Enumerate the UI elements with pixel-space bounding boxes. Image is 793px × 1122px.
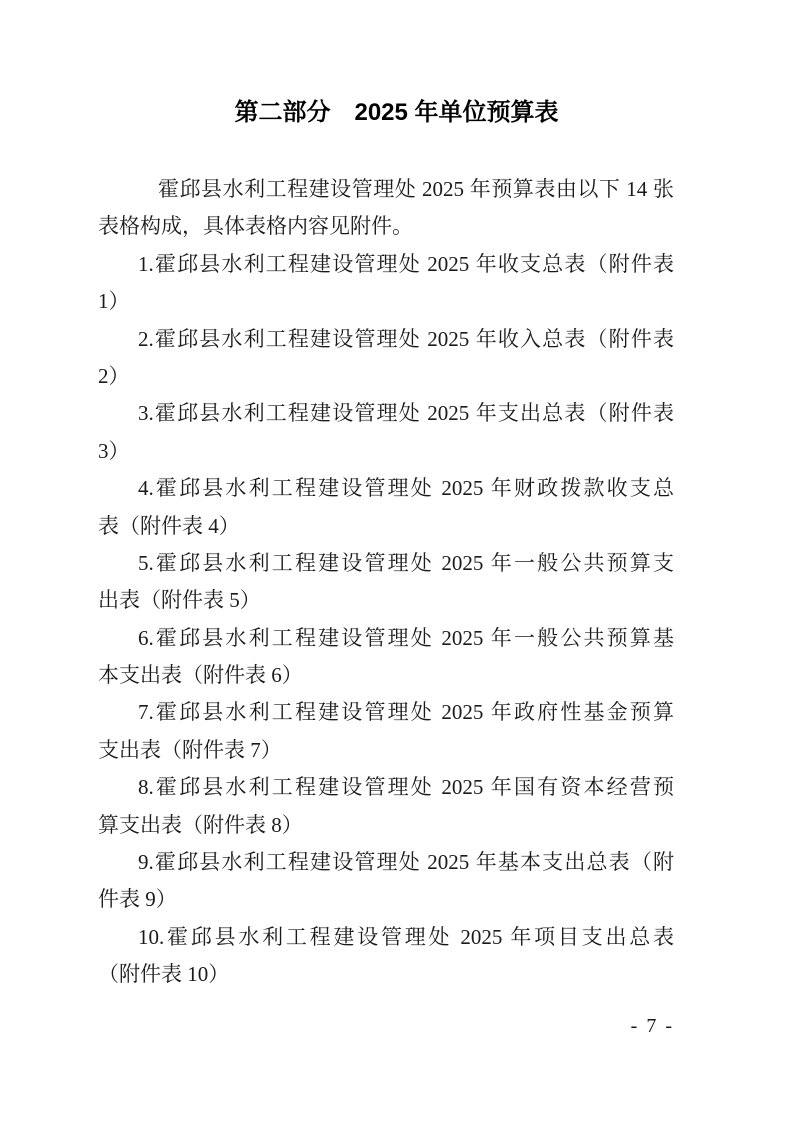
text-line: 3）	[98, 438, 130, 463]
text-line: 2.霍邱县水利工程建设管理处 2025 年收入总表（附件表	[138, 326, 674, 351]
text-line: 表（附件表 4）	[98, 513, 240, 538]
text-line: 7.霍邱县水利工程建设管理处 2025 年政府性基金预算	[138, 700, 674, 725]
text-line: 支出表（附件表 7）	[98, 737, 282, 762]
text-line: 霍邱县水利工程建设管理处 2025 年预算表由以下 14 张	[158, 177, 674, 201]
text-line: 1.霍邱县水利工程建设管理处 2025 年收支总表（附件表	[138, 251, 674, 276]
page-number: - 7 -	[630, 1015, 674, 1037]
text-line: 6.霍邱县水利工程建设管理处 2025 年一般公共预算基	[138, 625, 674, 650]
text-line: 3.霍邱县水利工程建设管理处 2025 年支出总表（附件表	[138, 401, 674, 426]
text-line: 算支出表（附件表 8）	[98, 812, 303, 837]
text-line: 4.霍邱县水利工程建设管理处 2025 年财政拨款收支总	[138, 476, 674, 501]
text-line: 出表（附件表 5）	[98, 588, 261, 613]
text-line: 件表 9）	[98, 887, 177, 912]
text-line: 8.霍邱县水利工程建设管理处 2025 年国有资本经营预	[138, 775, 674, 800]
text-line: 5.霍邱县水利工程建设管理处 2025 年一般公共预算支	[138, 550, 674, 575]
text-line: （附件表 10）	[98, 962, 230, 987]
text-line: 2）	[98, 363, 130, 388]
text-line: 本支出表（附件表 6）	[98, 663, 303, 688]
text-line: 9.霍邱县水利工程建设管理处 2025 年基本支出总表（附	[138, 850, 674, 875]
text-line: 1）	[98, 289, 130, 314]
text-line: 10.霍邱县水利工程建设管理处 2025 年项目支出总表	[138, 924, 674, 949]
document-body	[98, 171, 674, 994]
section-title: 第二部分 2025 年单位预算表	[234, 99, 559, 126]
text-line: 表格构成，具体表格内容见附件。	[98, 214, 413, 239]
